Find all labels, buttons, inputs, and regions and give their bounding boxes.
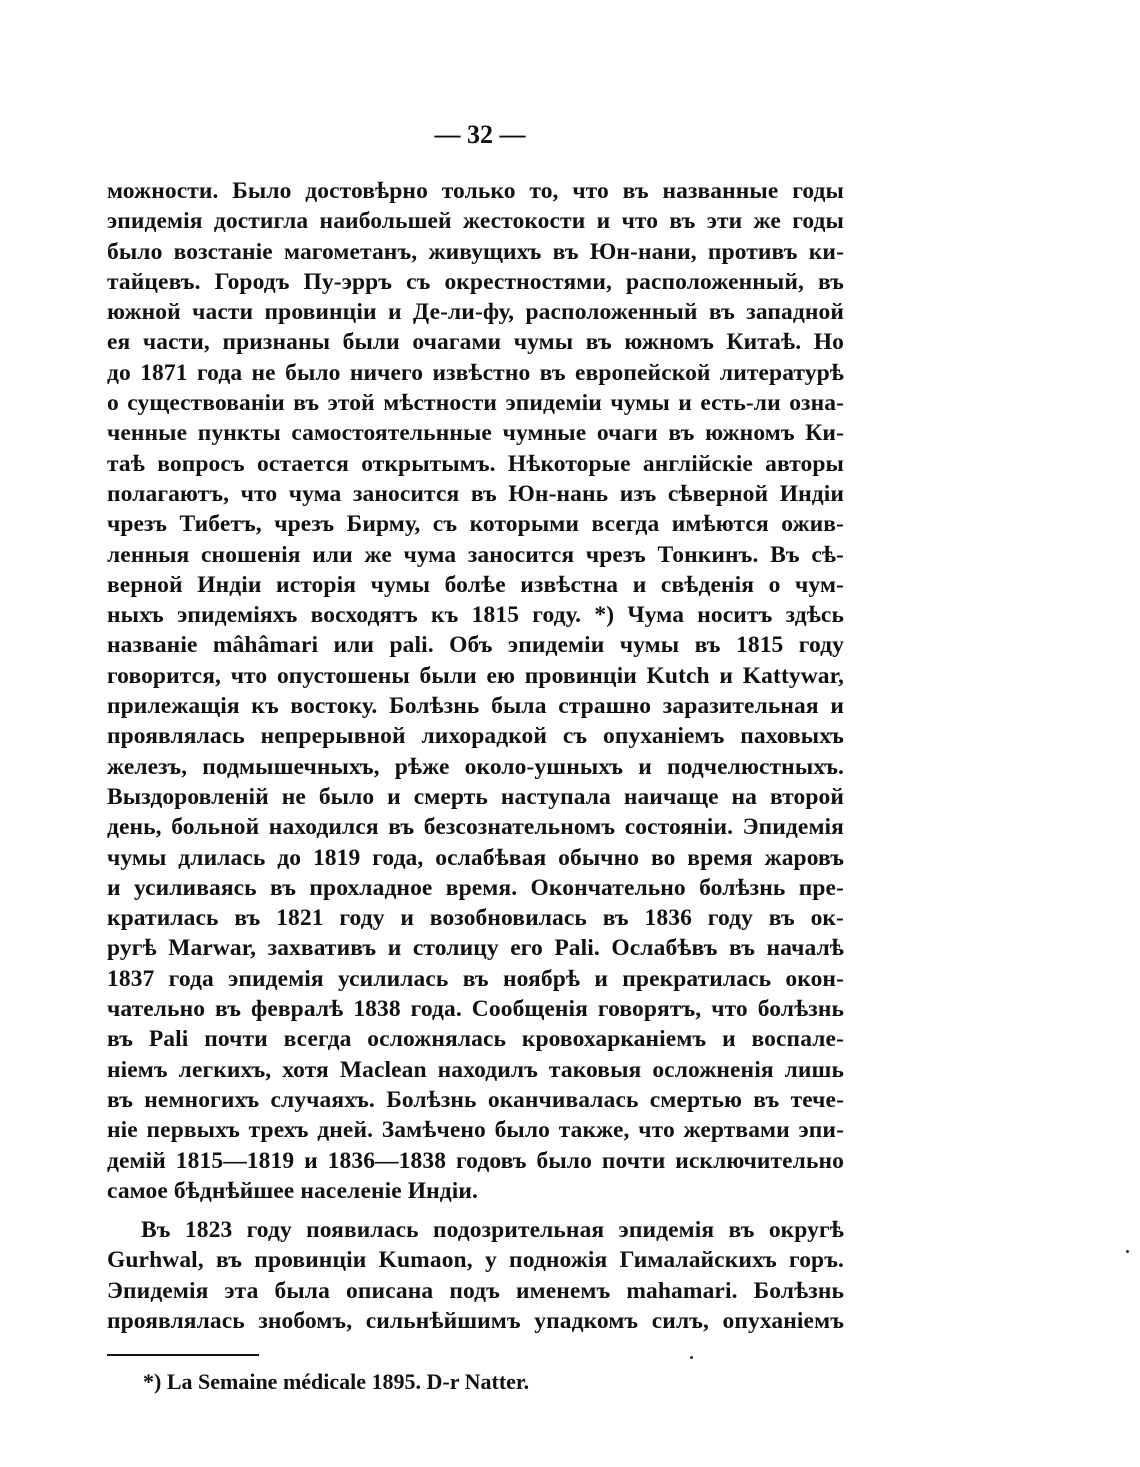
footnote: *) La Semaine médicale 1895. D-r Natter.: [143, 1369, 530, 1394]
text-line: ченные пункты самостоятельнные чумные очаги въ южномъ Ки-: [107, 420, 844, 447]
page-number: — 32 —: [434, 120, 526, 149]
text-line: самое бѣднѣйшее населеніе Индіи.: [107, 1177, 478, 1204]
text-line: ругѣ Marwar, захвативъ и столицу его Pali. Ослабѣвъ въ началѣ: [107, 935, 844, 962]
text-line: демій 1815—1819 и 1836—1838 годовъ было почти исключительно: [107, 1147, 844, 1174]
text-line: и усиливаясь въ прохладное время. Окончательно болѣзнь пре-: [107, 874, 844, 901]
text-line: Выздоровленій не было и смерть наступала наичаще на второй: [107, 783, 844, 810]
text-line: ніемъ легкихъ, хотя Maclean находилъ таковыя осложненія лишь: [107, 1056, 844, 1083]
text-line: чумы длилась до 1819 года, ослабѣвая обычно во время жаровъ: [107, 844, 844, 871]
text-line: проявлялась знобомъ, сильнѣйшимъ упадкомъ силъ, опуханіемъ: [107, 1307, 844, 1334]
text-line: таѣ вопросъ остается открытымъ. Нѣкоторые англійскіе авторы: [107, 450, 844, 477]
text-line: Эпидемія эта была описана подъ именемъ mahamari. Болѣзнь: [107, 1277, 844, 1304]
text-line: чательно въ февралѣ 1838 года. Сообщенія говорятъ, что болѣзнь: [107, 996, 844, 1023]
text-line: 1837 года эпидемія усилилась въ ноябрѣ и прекратилась окон-: [107, 965, 844, 992]
text-line: день, больной находился въ безсознательномъ состояніи. Эпидемія: [107, 814, 844, 841]
text-line: верной Индіи исторія чумы болѣе извѣстна и свѣденія о чум-: [107, 571, 844, 598]
text-line: можности. Было достовѣрно только то, что въ названные годы: [107, 178, 844, 204]
text-line: южной части провинціи и Де-ли-фу, расположенный въ западной: [107, 299, 844, 326]
text-line: ніе первыхъ трехъ дней. Замѣчено было также, что жертвами эпи-: [107, 1117, 844, 1144]
paragraph-1: [107, 176, 844, 1206]
text-line: прилежащія къ востоку. Болѣзнь была страшно заразительная и: [107, 693, 844, 720]
text-line: въ Pali почти всегда осложнялась кровохарканіемъ и воспале-: [107, 1026, 844, 1053]
text-line: до 1871 года не было ничего извѣстно въ европейской литературѣ: [107, 359, 844, 386]
text-line: полагаютъ, что чума заносится въ Юн-нань изъ сѣверной Индіи: [107, 480, 844, 507]
body-text: [107, 176, 844, 1336]
text-line: ленныя сношенія или же чума заносится чрезъ Тонкинъ. Въ сѣ-: [107, 541, 844, 568]
text-line: ея части, признаны были очагами чумы въ южномъ Китаѣ. Но: [107, 329, 844, 356]
text-line: Въ 1823 году появилась подозрительная эпидемія въ округѣ: [141, 1217, 844, 1244]
scan-speck: [1126, 1250, 1129, 1253]
text-line: говорится, что опустошены были ею провинціи Kutch и Kattywar,: [107, 662, 844, 689]
text-line: эпидемія достигла наибольшей жестокости и что въ эти же годы: [107, 208, 844, 235]
text-line: ныхъ эпидеміяхъ восходятъ къ 1815 году. *) Чума носитъ здѣсь: [107, 602, 844, 629]
paragraph-2: [107, 1215, 844, 1336]
text-line: было возстаніе магометанъ, живущихъ въ Юн-нани, противъ ки-: [107, 238, 844, 265]
text-line: о существованіи въ этой мѣстности эпидеміи чумы и есть-ли озна-: [107, 390, 844, 417]
text-line: Gurhwal, въ провинціи Kumaon, у подножія Гималайскихъ горъ.: [107, 1247, 844, 1274]
footnote-divider: [107, 1354, 259, 1356]
text-line: тайцевъ. Городъ Пу-эрръ съ окрестностями, расположенный, въ: [107, 268, 844, 295]
text-line: въ немногихъ случаяхъ. Болѣзнь оканчивалась смертью въ тече-: [107, 1086, 844, 1113]
text-line: кратилась въ 1821 году и возобновилась въ 1836 году въ ок-: [107, 905, 844, 932]
text-line: проявлялась непрерывной лихорадкой съ опуханіемъ паховыхъ: [107, 723, 844, 750]
text-line: названіе mâhâmari или pali. Объ эпидеміи чумы въ 1815 году: [107, 632, 844, 659]
text-line: железъ, подмышечныхъ, рѣже около-ушныхъ и подчелюстныхъ.: [107, 753, 844, 780]
text-line: чрезъ Тибетъ, чрезъ Бирму, съ которыми всегда имѣются ожив-: [107, 511, 844, 538]
scan-speck: [690, 1356, 693, 1359]
